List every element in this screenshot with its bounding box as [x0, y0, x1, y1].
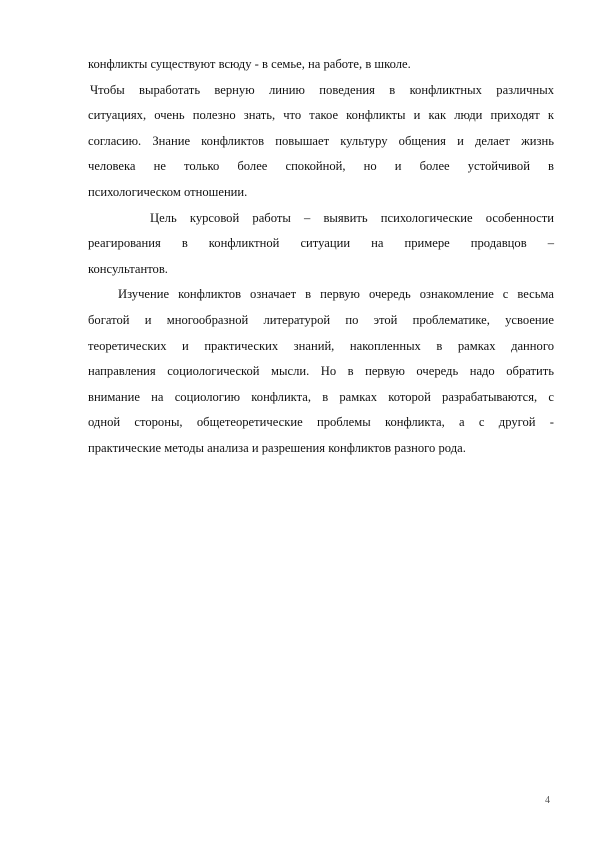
text-line: ситуациях, очень полезно знать, что такое конфликты и как люди приходят к	[88, 108, 554, 123]
text-line: согласию. Знание конфликтов повышает культуру общения и делает жизнь	[88, 133, 554, 148]
text-line: Чтобы выработать верную линию поведения в конфликтных различных	[90, 82, 554, 97]
text-line: Цель курсовой работы – выявить психологические особенности	[150, 210, 554, 225]
text-line: консультантов.	[88, 261, 168, 276]
text-line: реагирования в конфликтной ситуации на примере продавцов –	[88, 236, 554, 251]
text-line: теоретических и практических знаний, накопленных в рамках данного	[88, 338, 554, 353]
text-line: богатой и многообразной литературой по этой проблематике, усвоение	[88, 312, 554, 327]
text-line: внимание на социологию конфликта, в рамках которой разрабатываются, с	[88, 389, 554, 404]
text-line: человека не только более спокойной, но и более устойчивой в	[88, 159, 554, 174]
text-line: Изучение конфликтов означает в первую очередь ознакомление с весьма	[118, 287, 554, 302]
document-body	[88, 52, 554, 462]
text-line: направления социологической мысли. Но в первую очередь надо обратить	[88, 364, 554, 379]
text-line: практические методы анализа и разрешения конфликтов разного рода.	[88, 440, 466, 455]
text-line: одной стороны, общетеоретические проблемы конфликта, а с другой -	[88, 415, 554, 430]
page-number: 4	[545, 795, 550, 806]
text-line: психологическом отношении.	[88, 184, 248, 199]
text-line: конфликты существуют всюду - в семье, на работе, в школе.	[88, 57, 411, 71]
